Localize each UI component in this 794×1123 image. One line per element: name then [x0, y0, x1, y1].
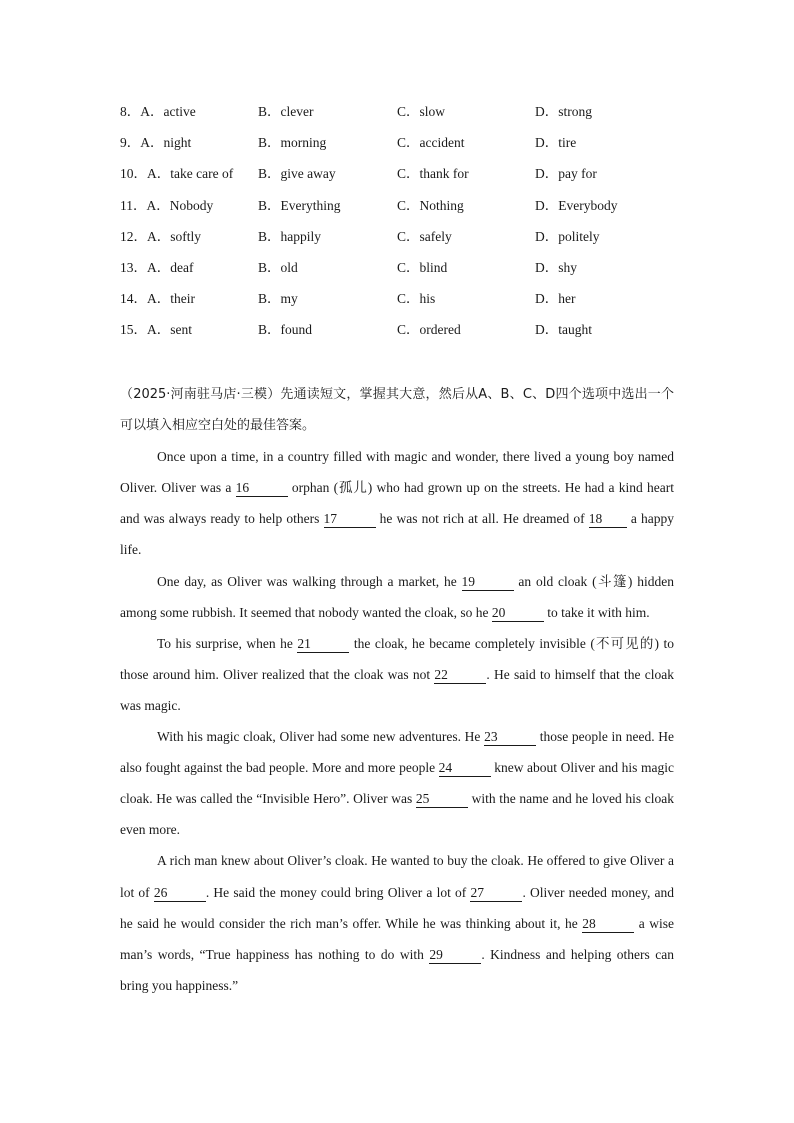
option-b: B．my	[258, 291, 298, 307]
option-a: 10．A．take care of	[120, 166, 234, 182]
paragraph-2: One day, as Oliver was walking through a market, he 19 an old cloak (斗篷) hidden among some rubbish. It seemed that nobody wanted the cloak, so he 20 to take it with him.	[120, 573, 674, 620]
option-a: 9．A．night	[120, 135, 192, 151]
blank-27: 27	[470, 885, 522, 902]
option-c: C．safely	[397, 228, 452, 244]
option-a: 11．A．Nobody	[120, 197, 214, 213]
option-b: B．found	[258, 322, 312, 338]
blank-16: 16	[236, 480, 288, 497]
option-c: C．his	[397, 291, 436, 307]
blank-21: 21	[297, 636, 349, 653]
option-row-9	[120, 132, 680, 163]
option-d: D．taught	[535, 322, 592, 338]
cloze-passage	[120, 379, 674, 1001]
option-b: B．morning	[258, 135, 327, 151]
blank-26: 26	[154, 885, 206, 902]
option-d: D．Everybody	[535, 197, 618, 213]
option-row-13	[120, 257, 680, 288]
blank-25: 25	[416, 791, 468, 808]
answer-options-list	[120, 101, 680, 351]
option-a: 15．A．sent	[120, 322, 192, 338]
blank-17: 17	[324, 511, 376, 528]
option-row-14	[120, 288, 680, 319]
option-c: C．ordered	[397, 322, 461, 338]
option-a: 8．A．active	[120, 104, 196, 119]
paragraph-1: Once upon a time, in a country filled with magic and wonder, there lived a young boy named Oliver. Oliver was a 16 orphan (孤儿) who had grown up on the streets. He had a kind heart and was always ready to help others 17 he was not rich at all. He dreamed of 18 a happy life.	[120, 449, 675, 558]
option-d: D．her	[535, 291, 576, 307]
option-row-11	[120, 195, 680, 226]
option-c: C．blind	[397, 259, 448, 275]
option-c: C．thank for	[397, 166, 469, 182]
blank-29: 29	[429, 947, 481, 964]
blank-28: 28	[582, 916, 634, 933]
option-a: 14．A．their	[120, 291, 195, 307]
blank-24: 24	[439, 760, 491, 777]
option-b: B．happily	[258, 228, 321, 244]
option-c: C．accident	[397, 135, 465, 151]
option-c: C．slow	[397, 104, 446, 119]
option-d: D．shy	[535, 259, 578, 275]
option-b: B．Everything	[258, 197, 341, 213]
paragraph-5: A rich man knew about Oliver’s cloak. He wanted to buy the cloak. He offered to give Oliver a lot of 26 . He said the money could bring Oliver a lot of 27 . Oliver needed money, and he said he would consider the rich man’s offer. While he was thinking about it, he 28 a wise man’s words, “True happiness has nothing to do with 29 . Kindness and helping others can bring you happiness.”	[120, 853, 675, 993]
blank-23: 23	[484, 729, 536, 746]
option-c: C．Nothing	[397, 197, 464, 213]
option-b: B．clever	[258, 104, 314, 119]
blank-20: 20	[492, 605, 544, 622]
blank-19: 19	[462, 574, 514, 591]
blank-18: 18	[589, 511, 627, 528]
paragraph-4: With his magic cloak, Oliver had some new adventures. He 23 those people in need. He also fought against the bad people. More and more people 24 knew about Oliver and his magic cloak. He was called the “Invisible Hero”. Oliver was 25 with the name and he loved his cloak even more.	[120, 729, 674, 838]
blank-22: 22	[434, 667, 486, 684]
paragraph-3: To his surprise, when he 21 the cloak, he became completely invisible (不可见的) to those around him. Oliver realized that the cloak was not 22 . He said to himself that the cloak was magic.	[120, 635, 675, 713]
option-a: 12．A．softly	[120, 228, 201, 244]
option-row-12	[120, 226, 680, 257]
option-row-8	[120, 101, 680, 132]
option-row-15	[120, 319, 680, 350]
option-a: 13．A．deaf	[120, 259, 194, 275]
option-d: D．pay for	[535, 166, 597, 182]
option-d: D．strong	[535, 104, 592, 119]
option-b: B．give away	[258, 166, 336, 182]
option-row-10	[120, 163, 680, 194]
option-b: B．old	[258, 259, 298, 275]
option-d: D．politely	[535, 228, 600, 244]
option-d: D．tire	[535, 135, 577, 151]
instructions: （2025·河南驻马店·三模）先通读短文，掌握其大意，然后从A、B、C、D四个选项中选出一个可以填入相应空白处的最佳答案。	[120, 387, 674, 434]
